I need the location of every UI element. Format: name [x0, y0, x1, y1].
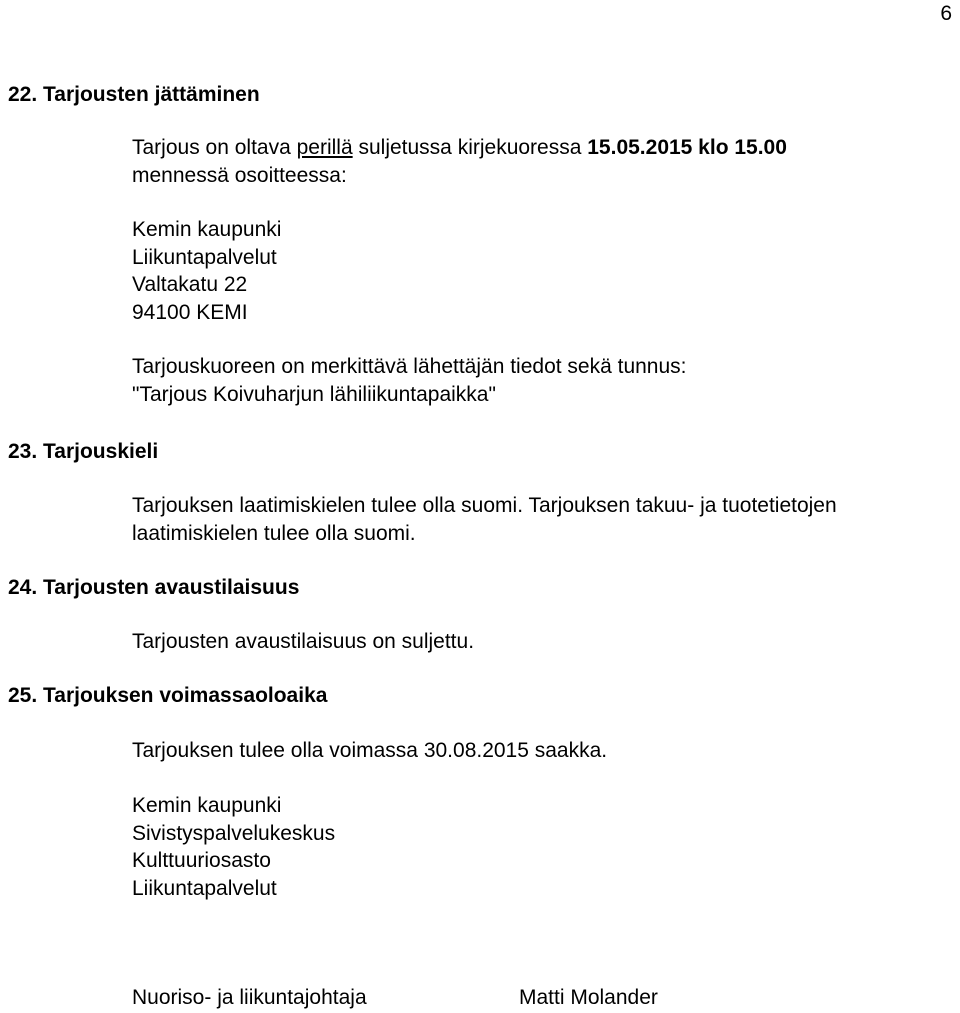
sender-block	[132, 792, 335, 902]
address-line: Liikuntapalvelut	[132, 245, 277, 269]
text-line: "Tarjous Koivuharjun lähiliikuntapaikka"	[132, 382, 496, 406]
text-line: Tarjouksen tulee olla voimassa 30.08.2015 saakka.	[132, 739, 608, 762]
underlined-text: perillä	[296, 136, 353, 159]
text-line: mennessä osoitteessa:	[132, 163, 347, 187]
sender-line: Sivistyspalvelukeskus	[132, 821, 336, 845]
text-segment: suljetussa kirjekuoressa	[352, 136, 588, 159]
signatory-name: Matti Molander	[519, 986, 658, 1009]
text-segment: Tarjous on oltava	[132, 136, 297, 159]
section-25-body	[132, 737, 607, 765]
section-24-heading: 24. Tarjousten avaustilaisuus	[8, 576, 300, 599]
sender-line: Kemin kaupunki	[132, 794, 282, 817]
text-line: Tarjouskuoreen on merkittävä lähettäjän tiedot sekä tunnus:	[132, 355, 687, 378]
section-23-body	[132, 492, 837, 547]
delivery-address	[132, 216, 281, 326]
address-line: 94100 KEMI	[132, 300, 248, 324]
text-line: Tarjouksen laatimiskielen tulee olla suomi. Tarjouksen takuu- ja tuotetietojen	[132, 494, 837, 517]
submission-deadline-line	[132, 134, 787, 162]
text-line: Tarjousten avaustilaisuus on suljettu.	[132, 630, 475, 653]
section-24-body	[132, 628, 474, 656]
section-23-heading: 23. Tarjouskieli	[8, 440, 159, 463]
section-22-body	[132, 134, 787, 189]
section-25-heading: 25. Tarjouksen voimassaoloaika	[8, 684, 328, 707]
text-line: laatimiskielen tulee olla suomi.	[132, 521, 416, 545]
section-22-heading: 22. Tarjousten jättäminen	[8, 83, 260, 106]
sender-line: Liikuntapalvelut	[132, 876, 277, 900]
page-number: 6	[940, 2, 952, 25]
deadline-datetime: 15.05.2015 klo 15.00	[587, 136, 787, 159]
address-line: Kemin kaupunki	[132, 218, 282, 241]
address-line: Valtakatu 22	[132, 273, 248, 296]
envelope-note	[132, 353, 687, 408]
signatory-title: Nuoriso- ja liikuntajohtaja	[132, 986, 367, 1009]
sender-line: Kulttuuriosasto	[132, 849, 271, 872]
